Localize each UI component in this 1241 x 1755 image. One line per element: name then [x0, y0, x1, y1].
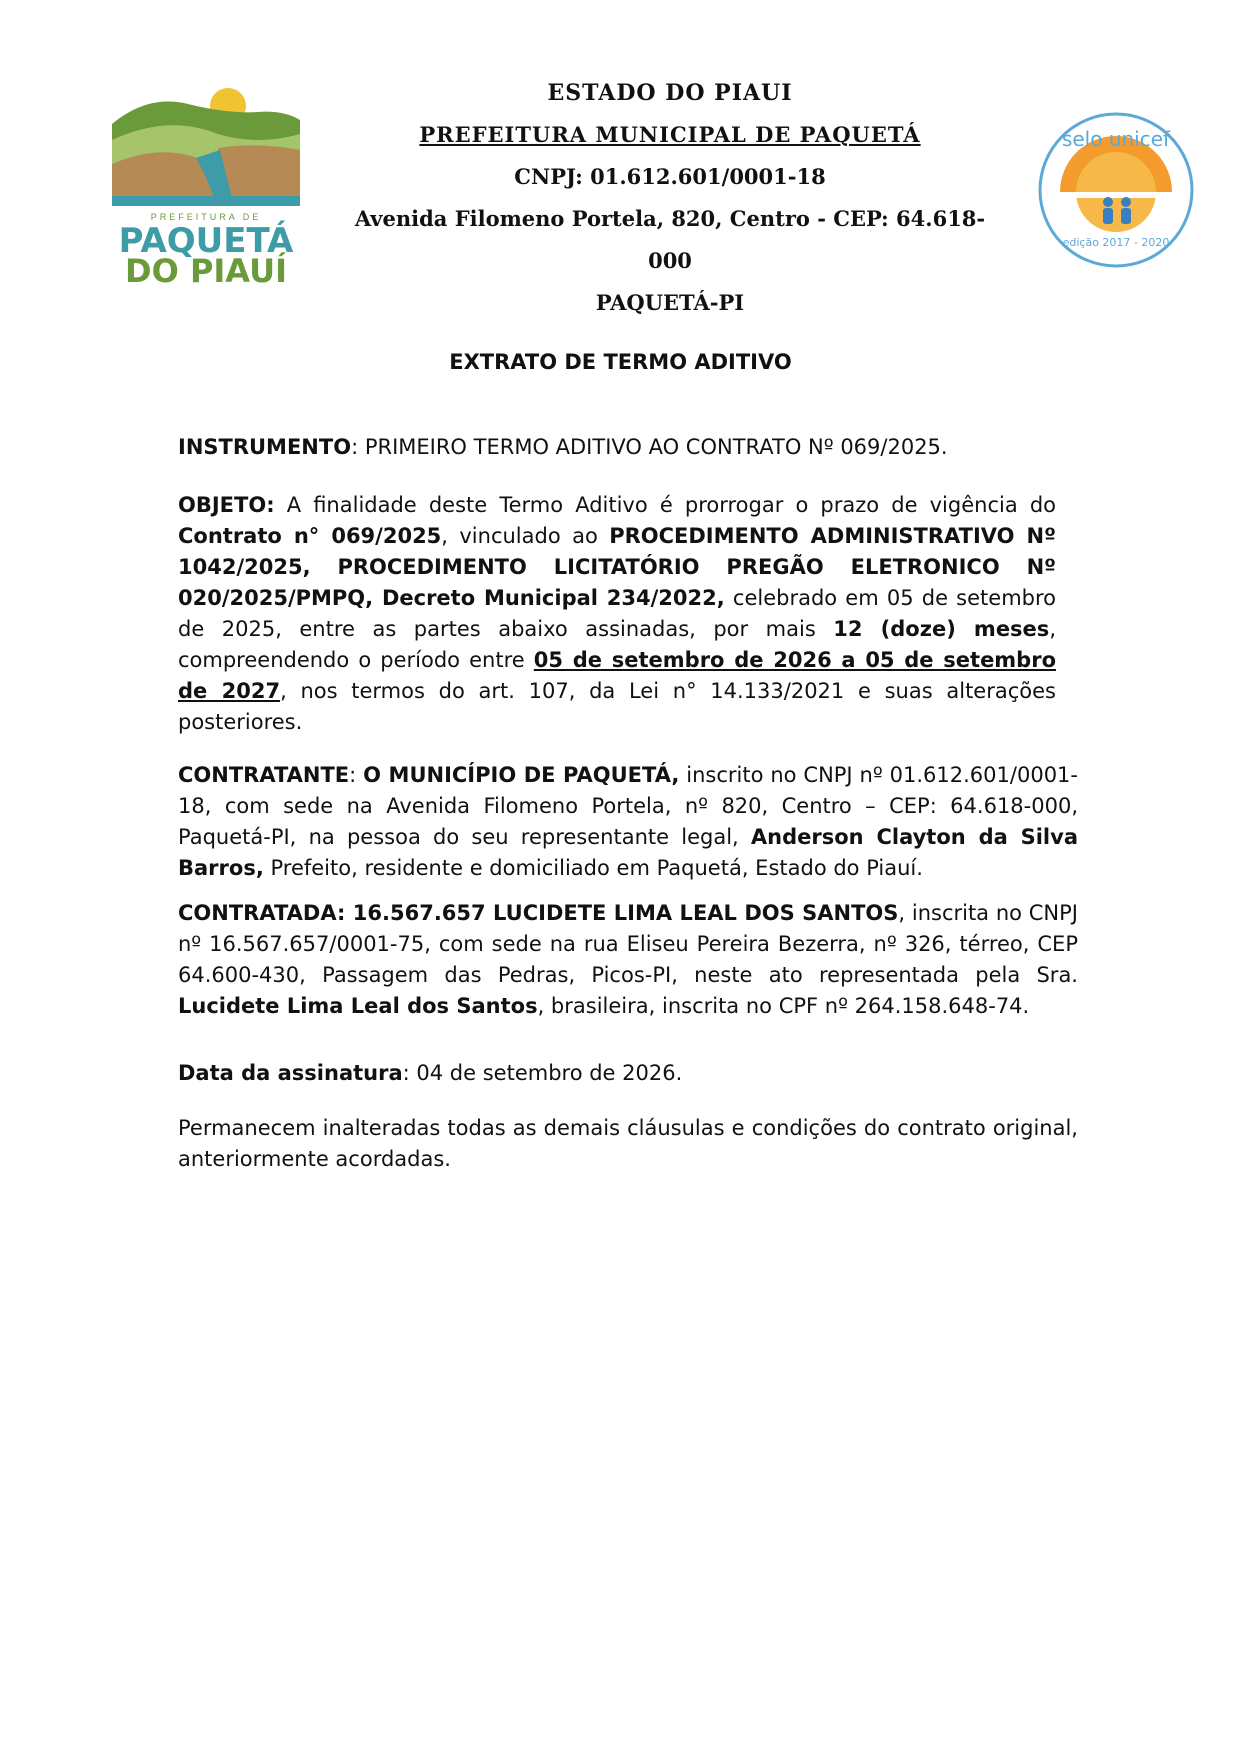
document-title: EXTRATO DE TERMO ADITIVO — [449, 350, 792, 374]
final-paragraph: Permanecem inalteradas todas as demais cláusulas e condições do contrato original, anteriormente acordadas. — [178, 1116, 1078, 1171]
contratante-label: CONTRATANTE — [178, 763, 350, 787]
seal-top-text: selo unicef — [1061, 127, 1171, 151]
contratante-text-3: Prefeito, residente e domiciliado em Paquetá, Estado do Piauí. — [263, 856, 923, 880]
header-city: PAQUETÁ-PI — [595, 290, 745, 315]
contratada-representative: Lucidete Lima Leal dos Santos — [178, 994, 538, 1018]
objeto-text-1: A finalidade deste Termo Aditivo é prorrogar o prazo de vigência do — [274, 493, 1056, 517]
contratante-representative: Anderson Clayton da Silva Barros, — [178, 825, 1078, 880]
contratada-text-2: , brasileira, inscrita no CPF nº 264.158.648-74. — [537, 994, 1030, 1018]
objeto-label: OBJETO: — [178, 493, 275, 517]
header-cnpj: CNPJ: 01.612.601/0001-18 — [514, 164, 826, 189]
paqueta-logo — [108, 84, 304, 290]
objeto-procedimento: PROCEDIMENTO ADMINISTRATIVO Nº 1042/2025, PROCEDIMENTO LICITATÓRIO PREGÃO ELETRONICO Nº 020/2025/PMPQ, Decreto Municipal 234/2022, — [178, 524, 1056, 610]
header-state: ESTADO DO PIAUI — [547, 80, 793, 106]
contratada-paragraph — [178, 898, 1078, 1022]
logo-small-text: PREFEITURA DE — [150, 212, 262, 222]
instrumento-text: : PRIMEIRO TERMO ADITIVO AO CONTRATO Nº 069/2025. — [351, 435, 948, 459]
contratante-text-2: inscrito no CNPJ nº 01.612.601/0001-18, com sede na Avenida Filomeno Portela, nº 820, Centro – CEP: 64.618-000, Paquetá-PI, na pessoa do seu representante legal, — [178, 763, 1078, 849]
contratada-text-1: , inscrita no CNPJ nº 16.567.657/0001-75, com sede na rua Eliseu Pereira Bezerra, nº 326, térreo, CEP 64.600-430, Passagem das Pedras, Picos-PI, neste ato representada pela Sra. — [178, 901, 1078, 987]
objeto-text-4: , compreendendo o período entre — [178, 617, 1056, 672]
instrumento-paragraph — [178, 432, 1078, 463]
objeto-contract-number: Contrato n° 069/2025 — [178, 524, 442, 548]
signature-date-paragraph — [178, 1058, 1078, 1089]
signature-date-label: Data da assinatura — [178, 1061, 403, 1085]
signature-date-text: : 04 de setembro de 2026. — [402, 1061, 683, 1085]
water-band — [112, 196, 300, 206]
objeto-text-3: celebrado em 05 de setembro de 2025, entre as partes abaixo assinadas, por mais — [178, 586, 1057, 641]
objeto-duration: 12 (doze) meses — [833, 617, 1050, 641]
objeto-text-5: , nos termos do art. 107, da Lei n° 14.133/2021 e suas alterações posteriores. — [178, 679, 1056, 734]
unicef-seal-logo — [1030, 110, 1202, 270]
seal-bottom-text: edição 2017 - 2020 — [1062, 236, 1170, 249]
objeto-paragraph — [178, 490, 1056, 738]
letterhead — [340, 72, 1000, 324]
logo-name-line1: PAQUETÁ — [118, 221, 294, 261]
header-prefeitura: PREFEITURA MUNICIPAL DE PAQUETÁ — [419, 122, 921, 147]
contratante-paragraph — [178, 760, 1078, 884]
objeto-period: 05 de setembro de 2026 a 05 de setembro de 2027 — [178, 648, 1057, 703]
contratada-label: CONTRATADA: 16.567.657 LUCIDETE LIMA LEAL DOS SANTOS — [178, 901, 899, 925]
header-address: Avenida Filomeno Portela, 820, Centro - CEP: 64.618-000 — [354, 206, 986, 273]
contratante-name: O MUNICÍPIO DE PAQUETÁ, — [363, 763, 680, 787]
objeto-text-2: , vinculado ao — [441, 524, 610, 548]
logo-name-line2: DO PIAUÍ — [125, 252, 287, 290]
contratante-text-1: : — [349, 763, 364, 787]
instrumento-label: INSTRUMENTO — [178, 435, 352, 459]
horizon-line — [1060, 192, 1172, 198]
